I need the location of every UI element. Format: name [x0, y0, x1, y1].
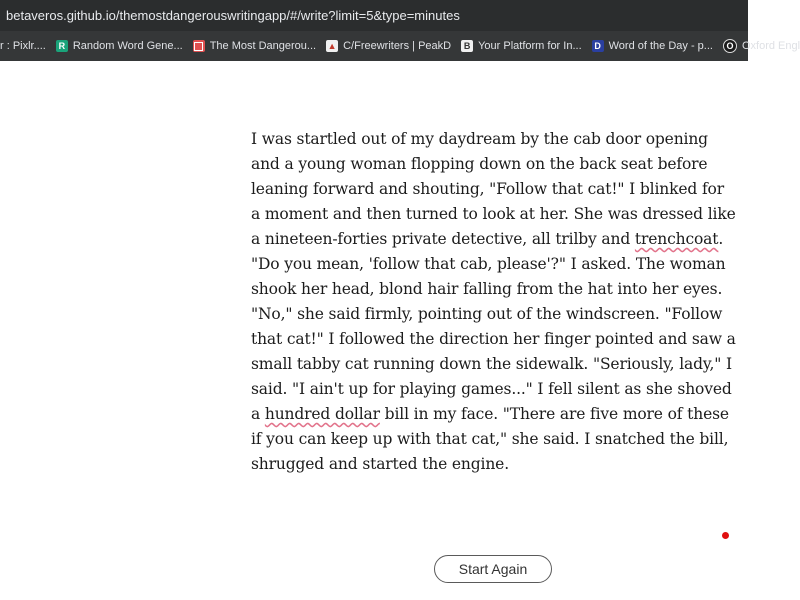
bookmark-label: Word of the Day - p... — [608, 40, 713, 52]
bookmark-word-of-day[interactable] — [592, 40, 713, 52]
random-word-icon: R — [56, 40, 68, 52]
bookmark-pixlr[interactable] — [0, 40, 46, 52]
start-again-button[interactable]: Start Again — [434, 555, 552, 583]
square-icon — [193, 40, 205, 52]
url-text[interactable]: betaveros.github.io/themostdangerouswritingapp/#/write?limit=5&type=minutes — [6, 8, 460, 23]
address-bar[interactable] — [0, 0, 748, 31]
bookmark-label: Oxford Engl — [741, 40, 800, 52]
bookmark-random-word[interactable] — [56, 40, 183, 52]
oxford-icon: O — [723, 39, 737, 53]
bookmark-freewriters[interactable] — [326, 40, 451, 52]
status-indicator-dot — [722, 532, 729, 539]
writing-area[interactable] — [251, 127, 736, 477]
misspelled-word: trenchcoat — [634, 230, 719, 248]
bookmark-oxford[interactable] — [723, 39, 800, 53]
bookmark-your-platform[interactable] — [461, 40, 582, 52]
story-text-part-2: . "Do you mean, 'follow that cab, please'?" I asked. The woman shook her head, blond hair falling from the hat into her eyes. "No," she said firmly, pointing out of the windscreen. "Follow that cat!" I followed the direction her finger pointed and saw a small tabby cat running down the sidewalk. "Seriously, lady," I said. "I ain't up for playing games..." I fell silent as she shoved a — [251, 230, 736, 423]
d-icon: D — [592, 40, 604, 52]
story-text-part-3: bill in my face. "There are five more of these if you can keep up with that cat," she said. I snatched the bill, shrugged and started the engine. — [251, 405, 729, 473]
story-text-part-1: I was startled out of my daydream by the cab door opening and a young woman flopping down on the back seat before leaning forward and shouting, "Follow that cat!" I blinked for a moment and then turned to look at her. She was dressed like a nineteen-forties private detective, all trilby and — [251, 130, 736, 248]
bookmark-label: r : Pixlr.... — [0, 40, 46, 52]
bookmark-label: The Most Dangerou... — [209, 40, 317, 52]
bookmark-label: C/Freewriters | PeakD — [343, 40, 452, 52]
bookmark-most-dangerous[interactable] — [193, 40, 316, 52]
peakd-icon: ▲ — [327, 41, 337, 51]
misspelled-word: hundred dollar — [264, 405, 380, 423]
bookmarks-bar — [0, 31, 800, 61]
b-icon: B — [461, 40, 473, 52]
bookmark-label: Random Word Gene... — [72, 40, 183, 52]
bookmark-label: Your Platform for In... — [478, 40, 582, 52]
